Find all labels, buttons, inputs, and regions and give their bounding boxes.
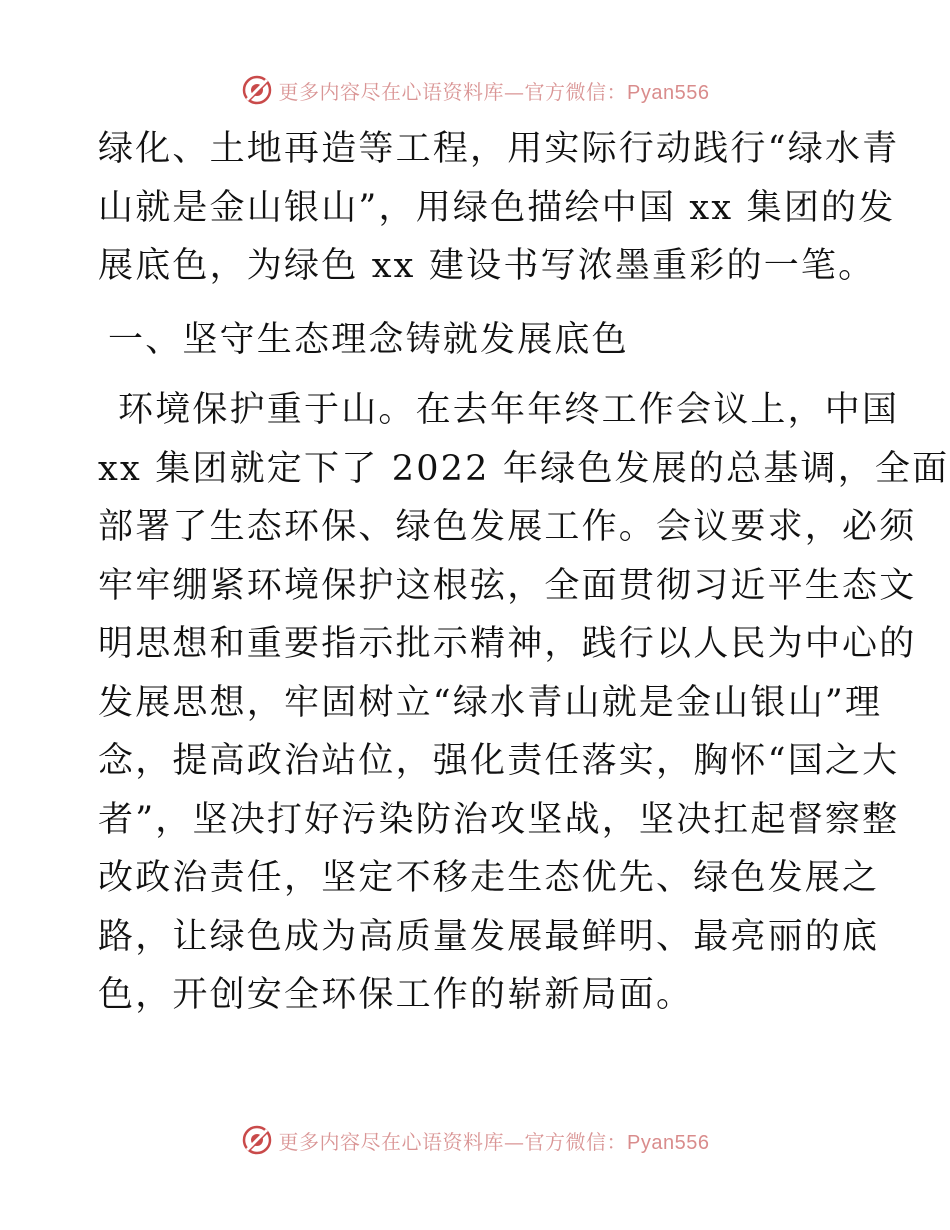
footer-watermark (0, 1120, 950, 1160)
text-line: 色，开创安全环保工作的崭新局面。 (98, 975, 694, 1015)
intro-paragraph (98, 120, 900, 296)
text-line: 者”，坚决打好污染防治攻坚战，坚决扛起督察整 (98, 799, 900, 840)
text-line: 明思想和重要指示批示精神，践行以人民为中心的 (98, 624, 917, 664)
header-watermark (0, 70, 950, 110)
body-paragraph (98, 381, 950, 1025)
text-line: 环境保护重于山。在去年年终工作会议上，中国 (118, 390, 900, 430)
text-line: 改政治责任，坚定不移走生态优先、绿色发展之 (98, 858, 880, 898)
watermark-id: Pyan556 (627, 1131, 710, 1154)
section-heading: 一、坚守生态理念铸就发展底色 (108, 319, 629, 360)
text-line: 念，提高政治站位，强化责任落实，胸怀“国之大 (98, 741, 900, 781)
watermark-text: 更多内容尽在心语资料库—官方微信： (278, 79, 628, 104)
seal-logo-icon (241, 74, 273, 106)
text-line: 发展思想，牢固树立“绿水青山就是金山银山”理 (98, 682, 883, 723)
text-line: xx 集团就定下了 2022 年绿色发展的总基调，全面 (98, 448, 950, 489)
text-line: 山就是金山银山”，用绿色描绘中国 xx 集团的发 (98, 187, 896, 228)
text-line: 展底色，为绿色 xx 建设书写浓墨重彩的一笔。 (98, 246, 876, 286)
text-line: 路，让绿色成为高质量发展最鲜明、最亮丽的底 (98, 916, 880, 957)
watermark-text: 更多内容尽在心语资料库—官方微信： (278, 1129, 628, 1154)
text-line: 牢牢绷紧环境保护这根弦，全面贯彻习近平生态文 (98, 565, 917, 606)
seal-logo-icon (241, 1124, 273, 1156)
text-line: 部署了生态环保、绿色发展工作。会议要求，必须 (98, 507, 917, 547)
text-line: 绿化、土地再造等工程，用实际行动践行“绿水青 (98, 129, 900, 169)
document-body (98, 120, 950, 1025)
watermark-id: Pyan556 (627, 81, 710, 104)
